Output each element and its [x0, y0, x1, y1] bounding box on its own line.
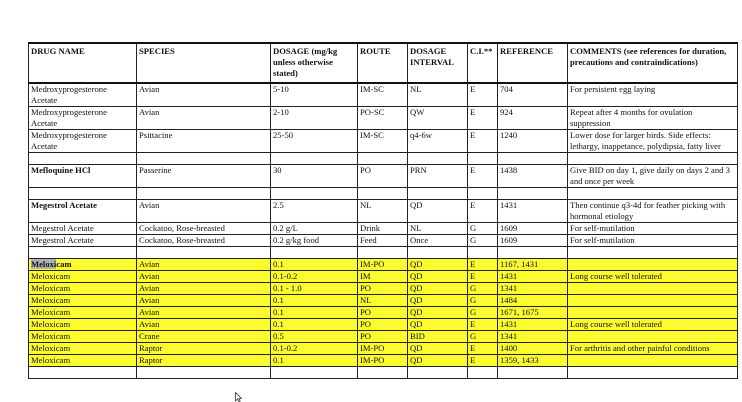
cell-reference: 924: [498, 107, 568, 130]
cell-interval: QD: [408, 283, 468, 295]
cell-comments: Long course well tolerated: [568, 319, 738, 331]
table-row-blank: [29, 247, 738, 259]
cell-comments: Long course well tolerated: [568, 271, 738, 283]
cell-drug: Megestrol Acetate: [29, 200, 137, 223]
cell-species: Raptor: [137, 355, 271, 367]
cell-interval: QD: [408, 200, 468, 223]
cell-species: Avian: [137, 200, 271, 223]
table-row-highlighted: [29, 331, 738, 343]
text-selection[interactable]: Meloxi: [31, 259, 57, 269]
cell-species: Avian: [137, 83, 271, 107]
table-row-highlighted: [29, 259, 738, 271]
cell-ci: G: [468, 331, 498, 343]
cell-route: PO: [358, 319, 408, 331]
cell-drug: Meloxicam: [29, 319, 137, 331]
cell-species: Avian: [137, 259, 271, 271]
table-row-blank: [29, 153, 738, 165]
cell-interval: q4-6w: [408, 130, 468, 153]
cell-route: PO: [358, 283, 408, 295]
cell-dosage: 25-50: [271, 130, 358, 153]
cell-ci: E: [468, 83, 498, 107]
header-row: [29, 43, 738, 83]
cell-dosage: 0.1: [271, 319, 358, 331]
cell-comments: Give BID on day 1, give daily on days 2 and 3 and once per week: [568, 165, 738, 188]
header-species: SPECIES: [137, 43, 271, 83]
cell-route: IM-PO: [358, 343, 408, 355]
cell-comments: [568, 283, 738, 295]
cell-route: IM-SC: [358, 83, 408, 107]
cell-reference: 1431: [498, 319, 568, 331]
cell-comments: [568, 355, 738, 367]
table-row: [29, 200, 738, 223]
cell-comments: Lower dose for larger birds. Side effects: lethargy, inappetance, polydipsia, fatty liver: [568, 130, 738, 153]
cell-comments: For self-mutilation: [568, 223, 738, 235]
cell-reference: 1240: [498, 130, 568, 153]
cell-drug-rest: cam: [56, 259, 72, 269]
cell-route: NL: [358, 200, 408, 223]
cell-dosage: 0.1-0.2: [271, 343, 358, 355]
cell-comments: For arthritis and other painful conditions: [568, 343, 738, 355]
cell-dosage: 0.1-0.2: [271, 271, 358, 283]
cell-route: Feed: [358, 235, 408, 247]
cell-dosage: 2-10: [271, 107, 358, 130]
cell-interval: QD: [408, 259, 468, 271]
table-row: [29, 130, 738, 153]
cell-comments: Repeat after 4 months for ovulation suppression: [568, 107, 738, 130]
cell-drug: Meloxicam: [29, 343, 137, 355]
cell-reference: 1341: [498, 283, 568, 295]
cell-interval: QW: [408, 107, 468, 130]
cell-drug: Meloxicam: [29, 283, 137, 295]
cell-drug: Medroxyprogesterone Acetate: [29, 107, 137, 130]
cell-species: Avian: [137, 295, 271, 307]
cell-reference: 1359, 1433: [498, 355, 568, 367]
header-reference: REFERENCE: [498, 43, 568, 83]
cell-reference: 704: [498, 83, 568, 107]
cell-dosage: 0.1: [271, 295, 358, 307]
cell-dosage: 5-10: [271, 83, 358, 107]
cell-ci: E: [468, 319, 498, 331]
cell-interval: BID: [408, 331, 468, 343]
drug-dosage-table: [28, 42, 738, 379]
table-row: [29, 235, 738, 247]
cell-species: Avian: [137, 107, 271, 130]
cell-route: IM-PO: [358, 355, 408, 367]
cell-interval: Once: [408, 235, 468, 247]
table-row: [29, 107, 738, 130]
table-row-highlighted: [29, 343, 738, 355]
cell-species: Cockatoo, Rose-breasted: [137, 235, 271, 247]
header-comments: COMMENTS (see references for duration, precautions and contraindications): [568, 43, 738, 83]
cell-species: Passerine: [137, 165, 271, 188]
cell-species: Crane: [137, 331, 271, 343]
header-dosage: DOSAGE (mg/kg unless otherwise stated): [271, 43, 358, 83]
cell-drug: Meloxicam: [29, 307, 137, 319]
cell-drug: Meloxicam: [29, 331, 137, 343]
cell-drug: Meloxicam: [29, 355, 137, 367]
cell-ci: E: [468, 107, 498, 130]
table-row-highlighted: [29, 355, 738, 367]
cell-reference: 1438: [498, 165, 568, 188]
cell-ci: G: [468, 283, 498, 295]
cell-route: IM: [358, 271, 408, 283]
cell-comments: For self-mutilation: [568, 235, 738, 247]
table-row-highlighted: [29, 295, 738, 307]
cell-drug: Medroxyprogesterone Acetate: [29, 83, 137, 107]
cell-ci: G: [468, 295, 498, 307]
cell-interval: QD: [408, 271, 468, 283]
cell-interval: NL: [408, 223, 468, 235]
cell-ci: G: [468, 223, 498, 235]
header-route: ROUTE: [358, 43, 408, 83]
header-interval: DOSAGE INTERVAL: [408, 43, 468, 83]
cell-reference: 1609: [498, 223, 568, 235]
table-row-highlighted: [29, 307, 738, 319]
cell-dosage: 0.1: [271, 355, 358, 367]
cell-dosage: 0.1 - 1.0: [271, 283, 358, 295]
cell-comments: [568, 331, 738, 343]
cell-dosage: 0.1: [271, 307, 358, 319]
cell-route: PO-SC: [358, 107, 408, 130]
cell-ci: E: [468, 355, 498, 367]
table-row-blank: [29, 188, 738, 200]
cell-reference: 1431: [498, 200, 568, 223]
cell-route: IM-SC: [358, 130, 408, 153]
cell-drug[interactable]: [29, 259, 137, 271]
cell-route: PO: [358, 331, 408, 343]
cell-species: Avian: [137, 319, 271, 331]
cell-dosage: 0.5: [271, 331, 358, 343]
header-ci: C.I.**: [468, 43, 498, 83]
cell-interval: QD: [408, 355, 468, 367]
cell-interval: PRN: [408, 165, 468, 188]
cell-reference: 1484: [498, 295, 568, 307]
cell-ci: E: [468, 130, 498, 153]
cell-dosage: 30: [271, 165, 358, 188]
cell-ci: G: [468, 307, 498, 319]
cell-species: Raptor: [137, 343, 271, 355]
cell-drug: Mefloquine HCl: [29, 165, 137, 188]
cell-route: PO: [358, 165, 408, 188]
cell-comments: [568, 307, 738, 319]
cell-dosage: 0.2 g/L: [271, 223, 358, 235]
table-row: [29, 223, 738, 235]
cell-reference: 1431: [498, 271, 568, 283]
table-row-highlighted: [29, 283, 738, 295]
cell-species: Psittacine: [137, 130, 271, 153]
cell-drug: Megestrol Acetate: [29, 235, 137, 247]
cell-interval: QD: [408, 295, 468, 307]
cell-drug: Meloxicam: [29, 295, 137, 307]
cell-interval: QD: [408, 319, 468, 331]
cell-species: Avian: [137, 283, 271, 295]
table-row-highlighted: [29, 319, 738, 331]
cell-route: NL: [358, 295, 408, 307]
table-row-highlighted: [29, 271, 738, 283]
table-row-blank: [29, 367, 738, 379]
cell-route: Drink: [358, 223, 408, 235]
mouse-cursor-icon: [235, 392, 242, 402]
cell-reference: 1341: [498, 331, 568, 343]
cell-ci: E: [468, 200, 498, 223]
cell-species: Avian: [137, 307, 271, 319]
cell-drug: Meloxicam: [29, 271, 137, 283]
cell-dosage: 2.5: [271, 200, 358, 223]
cell-comments: For persistent egg laying: [568, 83, 738, 107]
cell-interval: QD: [408, 307, 468, 319]
cell-reference: 1609: [498, 235, 568, 247]
cell-species: Avian: [137, 271, 271, 283]
cell-species: Cockatoo, Rose-breasted: [137, 223, 271, 235]
cell-reference: 1671, 1675: [498, 307, 568, 319]
cell-dosage: 0.1: [271, 259, 358, 271]
cell-reference: 1167, 1431: [498, 259, 568, 271]
cell-comments: [568, 259, 738, 271]
cell-ci: E: [468, 165, 498, 188]
cell-ci: E: [468, 343, 498, 355]
cell-ci: E: [468, 259, 498, 271]
cell-interval: QD: [408, 343, 468, 355]
cell-reference: 1400: [498, 343, 568, 355]
cell-interval: NL: [408, 83, 468, 107]
cell-dosage: 0.2 g/kg food: [271, 235, 358, 247]
table-row: [29, 83, 738, 107]
header-drug-name: DRUG NAME: [29, 43, 137, 83]
cell-comments: [568, 295, 738, 307]
cell-route: IM-PO: [358, 259, 408, 271]
cell-drug: Medroxyprogesterone Acetate: [29, 130, 137, 153]
table-row: [29, 165, 738, 188]
cell-drug: Megestrol Acetate: [29, 223, 137, 235]
cell-route: PO: [358, 307, 408, 319]
cell-ci: G: [468, 235, 498, 247]
cell-ci: E: [468, 271, 498, 283]
cell-comments: Then continue q3-4d for feather picking with hormonal etiology: [568, 200, 738, 223]
